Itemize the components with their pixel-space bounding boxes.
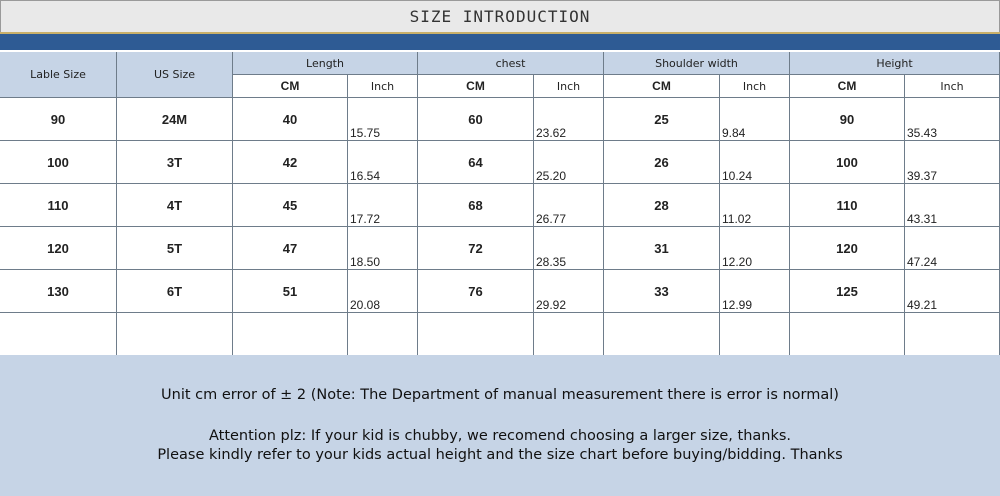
height-cm-cell: 90 bbox=[790, 98, 905, 141]
chest-cm-cell: 68 bbox=[418, 184, 534, 227]
unit-cm-shoulder: CM bbox=[604, 75, 720, 98]
us-size-cell: 24M bbox=[117, 98, 233, 141]
unit-cm-chest: CM bbox=[418, 75, 534, 98]
empty-cell bbox=[348, 313, 418, 356]
header-chest: chest bbox=[418, 52, 604, 75]
chest-inch-cell: 23.62 bbox=[534, 98, 604, 141]
page-title: SIZE INTRODUCTION bbox=[409, 7, 591, 26]
attention-note: Attention plz: If your kid is chubby, we recomend choosing a larger size, thanks. bbox=[208, 428, 792, 444]
length-cm-cell: 45 bbox=[233, 184, 348, 227]
size-table bbox=[0, 52, 1000, 355]
shoulder-cm-cell: 25 bbox=[604, 98, 720, 141]
header-band bbox=[0, 34, 1000, 50]
height-inch-cell: 43.31 bbox=[905, 184, 1000, 227]
header-us-size: US Size bbox=[117, 52, 233, 98]
empty-cell bbox=[117, 313, 233, 356]
shoulder-cm-cell: 26 bbox=[604, 141, 720, 184]
empty-cell bbox=[905, 313, 1000, 356]
unit-cm-length: CM bbox=[233, 75, 348, 98]
shoulder-inch-cell: 11.02 bbox=[720, 184, 790, 227]
length-cm-cell: 42 bbox=[233, 141, 348, 184]
title-bar bbox=[0, 0, 1000, 33]
empty-cell bbox=[418, 313, 534, 356]
unit-inch-length: Inch bbox=[348, 75, 418, 98]
height-cm-cell: 100 bbox=[790, 141, 905, 184]
label-size-cell: 90 bbox=[0, 98, 117, 141]
us-size-cell: 6T bbox=[117, 270, 233, 313]
chest-inch-cell: 28.35 bbox=[534, 227, 604, 270]
height-inch-cell: 39.37 bbox=[905, 141, 1000, 184]
empty-cell bbox=[790, 313, 905, 356]
empty-cell bbox=[534, 313, 604, 356]
shoulder-inch-cell: 12.99 bbox=[720, 270, 790, 313]
height-inch-cell: 47.24 bbox=[905, 227, 1000, 270]
shoulder-cm-cell: 28 bbox=[604, 184, 720, 227]
shoulder-cm-cell: 31 bbox=[604, 227, 720, 270]
us-size-cell: 3T bbox=[117, 141, 233, 184]
length-inch-cell: 16.54 bbox=[348, 141, 418, 184]
header-height: Height bbox=[790, 52, 1000, 75]
label-size-cell: 110 bbox=[0, 184, 117, 227]
height-cm-cell: 120 bbox=[790, 227, 905, 270]
us-size-cell: 4T bbox=[117, 184, 233, 227]
chest-inch-cell: 29.92 bbox=[534, 270, 604, 313]
label-size-cell: 130 bbox=[0, 270, 117, 313]
height-cm-cell: 125 bbox=[790, 270, 905, 313]
length-cm-cell: 51 bbox=[233, 270, 348, 313]
shoulder-inch-cell: 12.20 bbox=[720, 227, 790, 270]
shoulder-inch-cell: 9.84 bbox=[720, 98, 790, 141]
label-size-cell: 120 bbox=[0, 227, 117, 270]
length-inch-cell: 18.50 bbox=[348, 227, 418, 270]
chest-inch-cell: 25.20 bbox=[534, 141, 604, 184]
height-inch-cell: 49.21 bbox=[905, 270, 1000, 313]
unit-cm-height: CM bbox=[790, 75, 905, 98]
chest-inch-cell: 26.77 bbox=[534, 184, 604, 227]
empty-cell bbox=[233, 313, 348, 356]
empty-cell bbox=[0, 313, 117, 356]
height-cm-cell: 110 bbox=[790, 184, 905, 227]
error-note: Unit cm error of ± 2 (Note: The Department of manual measurement there is error is normal) bbox=[161, 387, 839, 403]
unit-inch-chest: Inch bbox=[534, 75, 604, 98]
header-shoulder: Shoulder width bbox=[604, 52, 790, 75]
length-inch-cell: 20.08 bbox=[348, 270, 418, 313]
empty-cell bbox=[720, 313, 790, 356]
unit-inch-height: Inch bbox=[905, 75, 1000, 98]
shoulder-inch-cell: 10.24 bbox=[720, 141, 790, 184]
label-size-cell: 100 bbox=[0, 141, 117, 184]
shoulder-cm-cell: 33 bbox=[604, 270, 720, 313]
chest-cm-cell: 64 bbox=[418, 141, 534, 184]
unit-inch-shoulder: Inch bbox=[720, 75, 790, 98]
refer-note: Please kindly refer to your kids actual height and the size chart before buying/bidding. Thanks bbox=[157, 447, 843, 463]
length-inch-cell: 17.72 bbox=[348, 184, 418, 227]
chest-cm-cell: 76 bbox=[418, 270, 534, 313]
height-inch-cell: 35.43 bbox=[905, 98, 1000, 141]
us-size-cell: 5T bbox=[117, 227, 233, 270]
header-label-size: Lable Size bbox=[0, 52, 117, 98]
notes-panel bbox=[0, 355, 1000, 496]
length-inch-cell: 15.75 bbox=[348, 98, 418, 141]
length-cm-cell: 47 bbox=[233, 227, 348, 270]
chest-cm-cell: 72 bbox=[418, 227, 534, 270]
length-cm-cell: 40 bbox=[233, 98, 348, 141]
empty-cell bbox=[604, 313, 720, 356]
header-length: Length bbox=[233, 52, 418, 75]
chest-cm-cell: 60 bbox=[418, 98, 534, 141]
